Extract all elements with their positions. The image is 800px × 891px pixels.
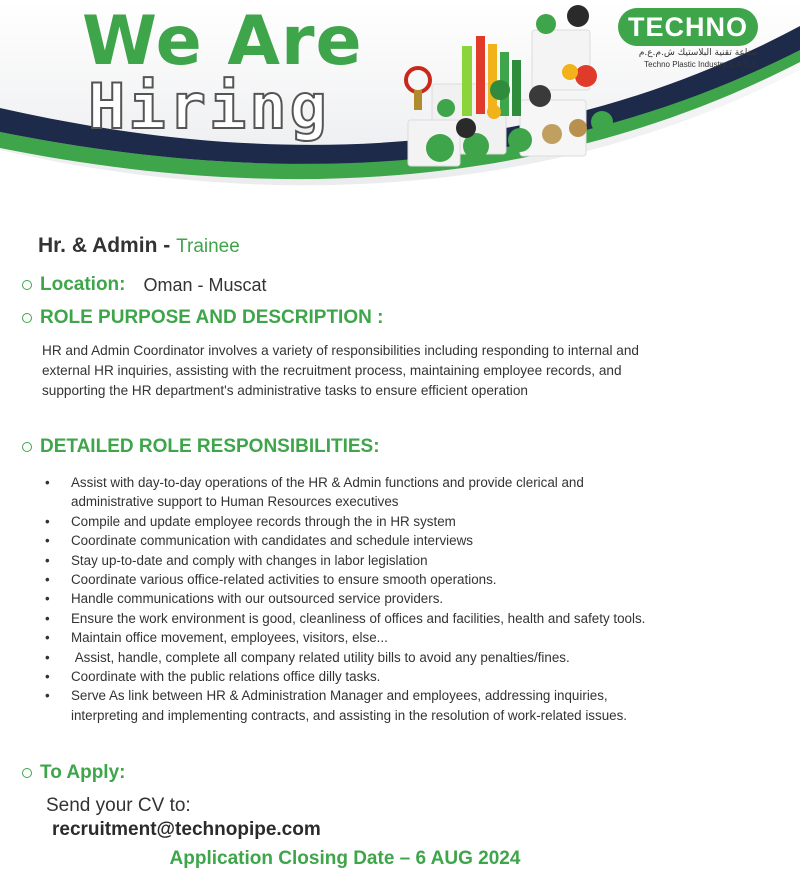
job-title: [38, 232, 240, 261]
list-item-text: Serve As link between HR & Administration Manager and employees, addressing inquiries, interpreting and implementing contracts, and assisting in the resolution of work-related issues.: [71, 688, 627, 723]
circle-bullet-icon: [22, 442, 32, 452]
list-item: [42, 512, 662, 531]
list-item: [42, 648, 662, 667]
recruitment-email[interactable]: recruitment@technopipe.com: [52, 819, 321, 840]
responsibilities-heading: DETAILED ROLE RESPONSIBILITIES:: [40, 436, 380, 457]
location-value: Oman - Muscat: [143, 275, 267, 295]
list-item-text: Ensure the work environment is good, cleanliness of offices and facilities, health and safety tools.: [71, 610, 646, 626]
list-item: [42, 570, 662, 589]
bullet-icon: •: [45, 669, 50, 685]
bullet-icon: •: [45, 513, 50, 529]
list-item: [42, 667, 662, 686]
bullet-icon: •: [45, 475, 50, 490]
bullet-icon: •: [45, 533, 50, 549]
list-item-text: Compile and update employee records through the in HR system: [71, 513, 456, 529]
job-title-level: Trainee: [176, 236, 240, 257]
bullet-icon: •: [45, 610, 50, 626]
responsibilities-list: [42, 473, 662, 725]
role-purpose-heading: ROLE PURPOSE AND DESCRIPTION :: [40, 307, 384, 328]
list-item-text: Coordinate various office-related activities to ensure smooth operations.: [71, 572, 497, 588]
bullet-icon: •: [45, 572, 50, 588]
location-section: [22, 272, 267, 298]
list-item-text: Maintain office movement, employees, visitors, else...: [71, 630, 388, 646]
role-purpose-text: HR and Admin Coordinator involves a variety of responsibilities including responding to internal and external HR inquiries, assisting with the recruitment process, maintaining employee records, and supporting the HR department's administrative tasks to ensure efficient operation: [42, 343, 639, 398]
circle-bullet-icon: [22, 280, 32, 290]
list-item-text: Assist, handle, complete all company related utility bills to avoid any penalties/fines.: [71, 649, 570, 665]
list-item-text: Handle communications with our outsourced service providers.: [71, 591, 444, 607]
headline-hiring: Hiring: [88, 70, 330, 143]
list-item-text: Assist with day-to-day operations of the HR & Admin functions and provide clerical and administrative support to Human Resources executives: [71, 475, 584, 510]
techno-logo: [618, 8, 758, 70]
logo-name: TECHNO: [628, 12, 748, 42]
list-item: [42, 589, 662, 608]
list-item: [42, 551, 662, 570]
list-item: [42, 473, 662, 512]
logo-subtitle: Techno Plastic Industry S.A.O.C: [644, 60, 758, 69]
bullet-icon: •: [45, 649, 50, 665]
bullet-icon: •: [45, 552, 50, 568]
closing-date: Application Closing Date – 6 AUG 2024: [169, 848, 521, 869]
apply-heading: To Apply:: [40, 762, 126, 783]
bullet-icon: •: [45, 688, 50, 704]
location-label: Location:: [40, 274, 126, 295]
role-purpose-section: [22, 305, 383, 331]
logo-arabic-name: صناعة تقنية البلاستيك ش.م.ع.م: [638, 48, 758, 58]
circle-bullet-icon: [22, 313, 32, 323]
bullet-icon: •: [45, 591, 50, 607]
list-item: [42, 628, 662, 647]
bullet-icon: •: [45, 630, 50, 646]
circle-bullet-icon: [22, 768, 32, 778]
list-item: [42, 686, 662, 725]
apply-instruction: Send your CV to:: [46, 795, 191, 816]
hiring-banner: [0, 0, 800, 230]
apply-section: [22, 760, 125, 786]
list-item: [42, 609, 662, 628]
list-item-text: Coordinate communication with candidates and schedule interviews: [71, 533, 473, 549]
job-title-name: Hr. & Admin: [38, 234, 158, 257]
job-title-separator: -: [163, 234, 171, 257]
list-item: [42, 531, 662, 550]
headline-we-are: We Are: [82, 2, 363, 81]
list-item-text: Stay up-to-date and comply with changes in labor legislation: [71, 552, 428, 568]
list-item-text: Coordinate with the public relations office dilly tasks.: [71, 669, 381, 685]
responsibilities-section: [22, 434, 380, 460]
